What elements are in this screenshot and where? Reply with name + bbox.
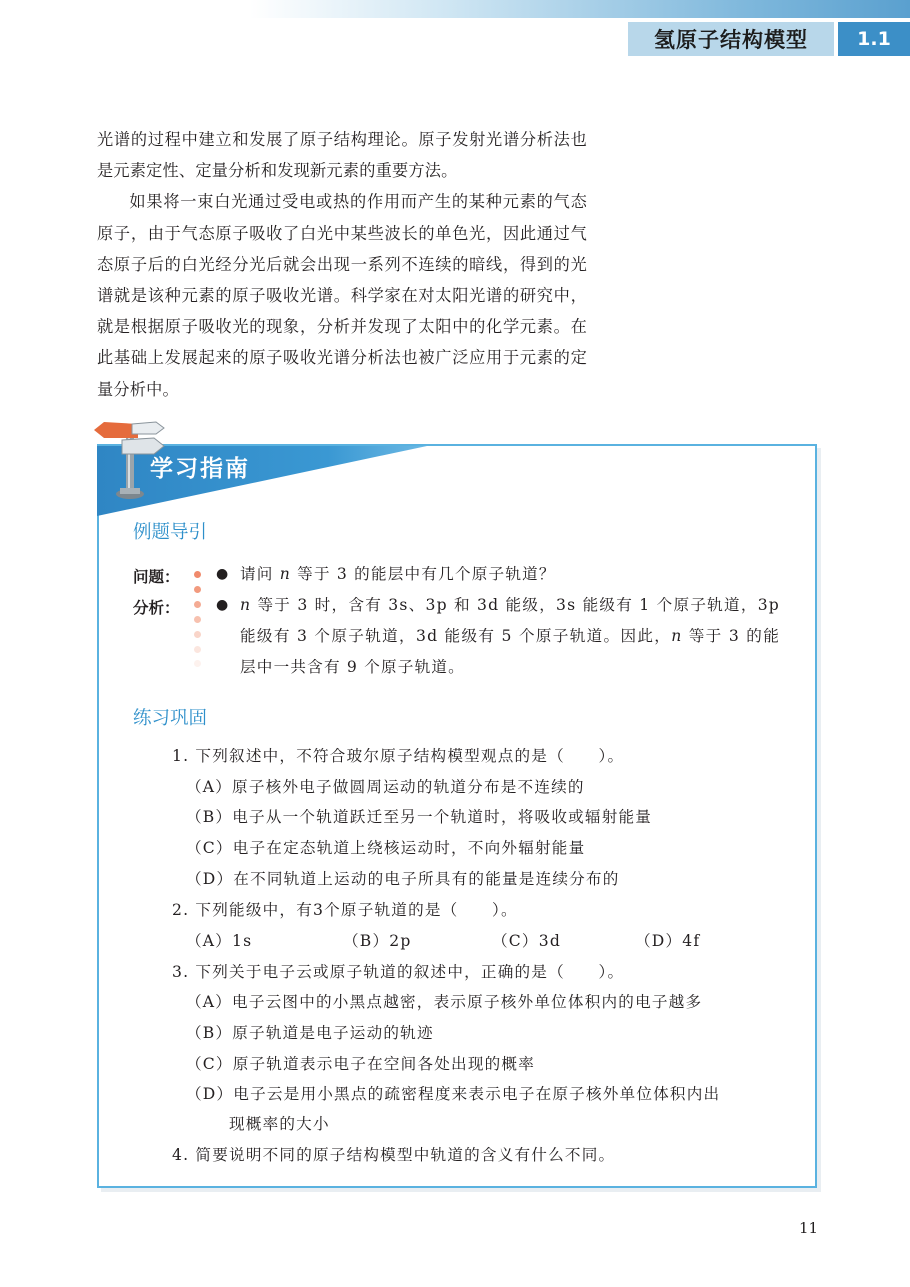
question-text-part: 请问 bbox=[240, 565, 280, 583]
decorative-dot bbox=[194, 616, 201, 623]
exercise-3-option-d: （D）电子云是用小黑点的疏密程度来表示电子在原子核外单位体积内出 bbox=[186, 1085, 721, 1103]
body-paragraph-1: 光谱的过程中建立和发展了原子结构理论。原子发射光谱分析法也是元素定性、定量分析和发现新元素的重要方法。 bbox=[97, 130, 587, 181]
exercise-1-option-d: （D）在不同轨道上运动的电子所具有的能量是连续分布的 bbox=[186, 870, 620, 888]
variable-n: n bbox=[240, 596, 252, 614]
body-paragraph-2: 如果将一束白光通过受电或热的作用而产生的某种元素的气态原子，由于气态原子吸收了白光中某些波长的单色光，因此通过气态原子后的白光经分光后就会出现一系列不连续的暗线，得到的光谱就是该种元素的原子吸收光谱。科学家在对太阳光谱的研究中，就是根据原子吸收光的现象，分析并发现了太阳中的化学元素。在此基础上发展起来的原子吸收光谱分析法也被广泛应用于元素的定量分析中。 bbox=[97, 192, 587, 399]
exercise-2-option-a: （A）1s bbox=[186, 932, 253, 950]
decorative-dot bbox=[194, 631, 201, 638]
exercise-3-option-a: （A）电子云图中的小黑点越密，表示原子核外单位体积内的电子越多 bbox=[186, 993, 703, 1011]
chapter-title: 氢原子结构模型 bbox=[654, 28, 808, 52]
exercise-1-stem: 1. 下列叙述中，不符合玻尔原子结构模型观点的是（ ）。 bbox=[172, 747, 625, 765]
body-text bbox=[97, 124, 587, 405]
exercise-2-option-b: （B）2p bbox=[343, 932, 412, 950]
decorative-dot bbox=[194, 660, 201, 667]
chapter-number-box bbox=[838, 22, 910, 56]
question-text bbox=[240, 559, 785, 590]
practice-heading: 练习巩固 bbox=[133, 708, 208, 729]
exercise-3-option-b: （B）原子轨道是电子运动的轨迹 bbox=[186, 1024, 434, 1042]
exercise-2-option-d: （D）4f bbox=[635, 932, 701, 950]
example-heading: 例题导引 bbox=[133, 522, 208, 543]
decorative-dot bbox=[194, 571, 201, 578]
header-decoration bbox=[250, 0, 910, 18]
analysis-text bbox=[240, 590, 780, 683]
bullet-icon: ● bbox=[216, 566, 229, 582]
exercise-3-option-c: （C）原子轨道表示电子在空间各处出现的概率 bbox=[186, 1055, 536, 1073]
analysis-label: 分析： bbox=[133, 599, 180, 617]
exercise-3-option-d-continued: 现概率的大小 bbox=[229, 1115, 330, 1133]
variable-n: n bbox=[279, 565, 291, 583]
bullet-icon: ● bbox=[216, 597, 229, 613]
exercise-3-stem: 3. 下列关于电子云或原子轨道的叙述中，正确的是（ ）。 bbox=[172, 963, 625, 981]
exercise-2-stem: 2. 下列能级中，有3个原子轨道的是（ ）。 bbox=[172, 901, 518, 919]
question-label: 问题： bbox=[133, 568, 180, 586]
decorative-dot bbox=[194, 601, 201, 608]
exercise-4-stem: 4. 简要说明不同的原子结构模型中轨道的含义有什么不同。 bbox=[172, 1146, 616, 1164]
chapter-number: 1.1 bbox=[857, 28, 891, 50]
question-text-part: 等于 3 的能层中有几个原子轨道？ bbox=[291, 565, 556, 583]
chapter-title-box bbox=[628, 22, 834, 56]
analysis-text-part: 等于 3 的能层中一共含有 9 个原子轨道。 bbox=[240, 627, 780, 676]
analysis-text-part: 等于 3 时，含有 3s、3p 和 3d 能级，3s 能级有 1 个原子轨道，3p 能级有 3 个原子轨道，3d 能级有 5 个原子轨道。因此， bbox=[240, 596, 780, 645]
exercise-1-option-a: （A）原子核外电子做圆周运动的轨道分布是不连续的 bbox=[186, 778, 585, 796]
guide-title: 学习指南 bbox=[150, 456, 250, 482]
exercise-1-option-b: （B）电子从一个轨道跃迁至另一个轨道时，将吸收或辐射能量 bbox=[186, 808, 653, 826]
page-number: 11 bbox=[799, 1219, 819, 1237]
decorative-dot bbox=[194, 586, 201, 593]
exercise-2-option-c: （C）3d bbox=[492, 932, 562, 950]
decorative-dot bbox=[194, 646, 201, 653]
variable-n: n bbox=[671, 627, 683, 645]
exercise-1-option-c: （C）电子在定态轨道上绕核运动时，不向外辐射能量 bbox=[186, 839, 586, 857]
